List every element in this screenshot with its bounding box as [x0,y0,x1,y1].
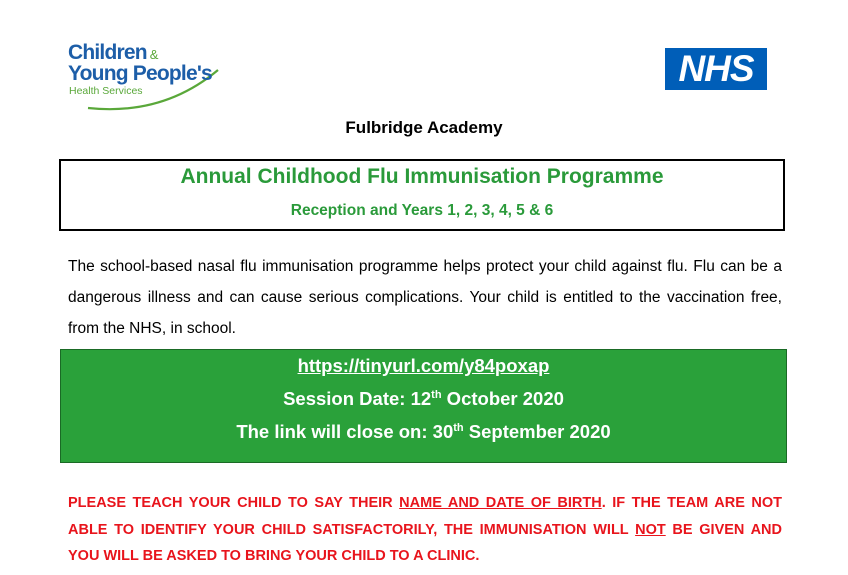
nhs-logo: NHS [665,48,767,90]
intro-paragraph: The school-based nasal flu immunisation programme helps protect your child against flu. Flu can be a dangerous illness and can cause serious complications. Your child is entitled to the vaccination free, from the NHS, in school. [68,258,782,337]
consent-link[interactable]: https://tinyurl.com/y84poxap [297,355,550,376]
programme-subtitle: Reception and Years 1, 2, 3, 4, 5 & 6 [290,202,554,219]
session-info-box [60,349,787,463]
school-name: Fulbridge Academy [345,118,503,137]
link-close-date: The link will close on: 30th September 2020 [236,421,611,442]
warning-paragraph: PLEASE TEACH YOUR CHILD TO SAY THEIR NAME AND DATE OF BIRTH. IF THE TEAM ARE NOT ABLE TO IDENTIFY YOUR CHILD SATISFACTORILY, THE IMMUNISATION WILL NOT BE GIVEN AND YOU WILL BE ASKED TO BRING YOUR CHILD TO A CLINIC. [68,495,782,564]
cyp-health-services-logo [68,38,228,108]
programme-title: Annual Childhood Flu Immunisation Programme [180,165,664,188]
logo-line-3: Health Services [69,85,143,97]
session-date: Session Date: 12th October 2020 [283,388,564,409]
logo-line-1: Children & [68,41,158,64]
title-box [59,159,785,231]
logo-line-2: Young People's [68,62,212,85]
